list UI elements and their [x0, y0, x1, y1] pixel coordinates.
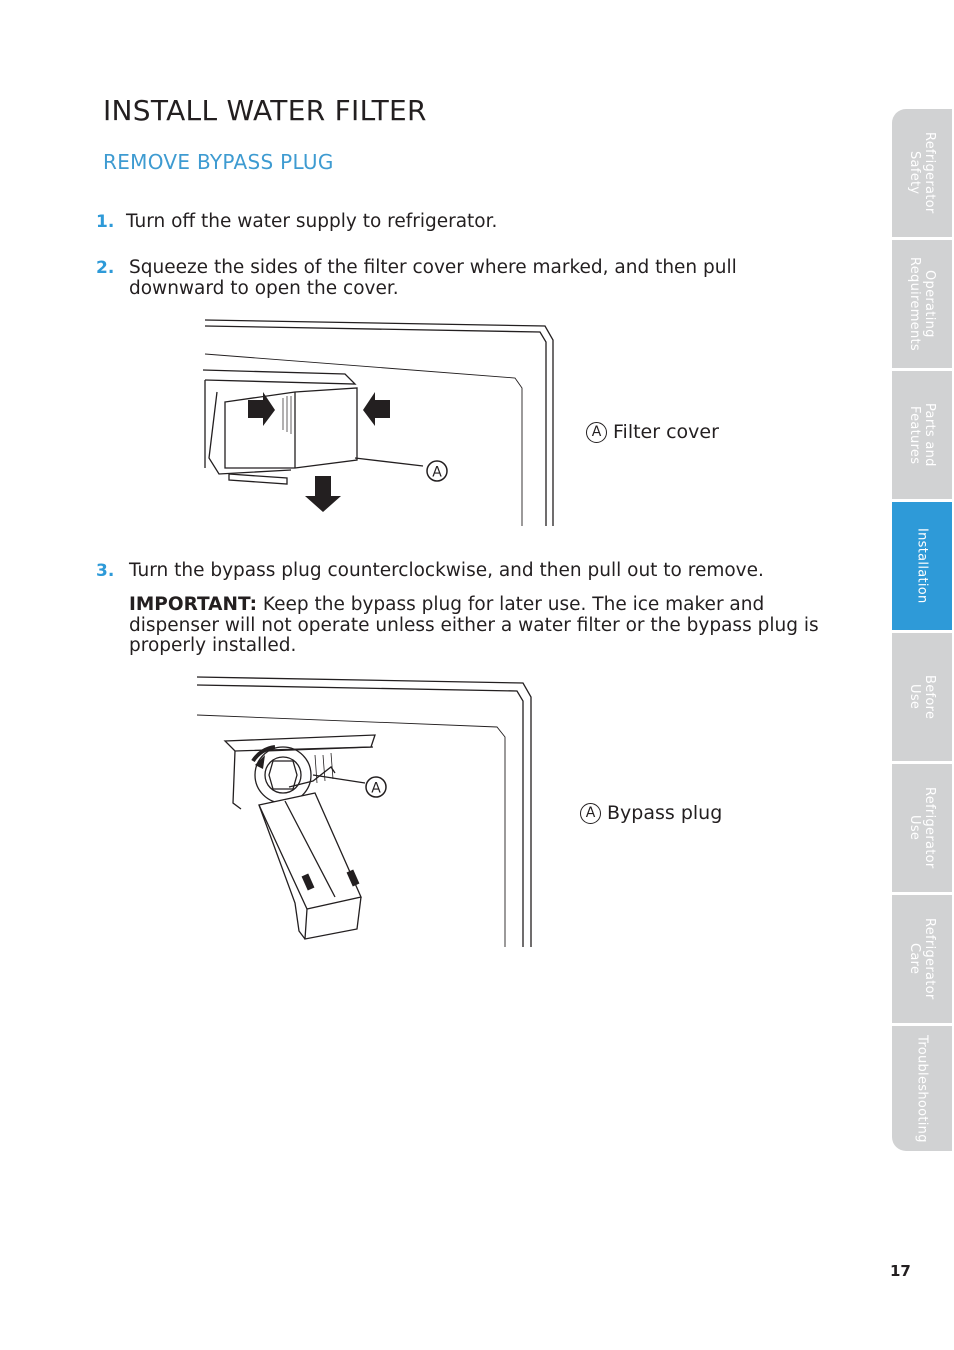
tab-refrigerator-safety[interactable]: [892, 109, 952, 237]
tab-operating-requirements[interactable]: [892, 240, 952, 368]
page-number: 17: [890, 1262, 911, 1280]
tab-troubleshooting[interactable]: [892, 1026, 952, 1151]
tab-label: Operating Requirements: [907, 257, 937, 351]
tab-label: Installation: [914, 528, 930, 604]
callout-marker: A: [580, 803, 601, 824]
step-text: Turn off the water supply to refrigerator.: [126, 211, 498, 232]
tab-label: Refrigerator Use: [907, 787, 937, 869]
page-title: INSTALL WATER FILTER: [103, 94, 427, 127]
callout-label: Filter cover: [613, 421, 719, 443]
step-1: [96, 212, 826, 233]
tab-label: Refrigerator Care: [907, 918, 937, 1000]
important-text: Keep the bypass plug for later use. The ice maker and dispenser will not operate unless either a water filter or the bypass plug is properly installed.: [129, 594, 819, 656]
tab-label: Before Use: [907, 674, 937, 720]
important-note: [129, 595, 829, 657]
tab-before-use[interactable]: [892, 633, 952, 761]
bypass-plug-callout: [580, 802, 722, 824]
tab-refrigerator-care[interactable]: [892, 895, 952, 1023]
tab-label: Refrigerator Safety: [907, 132, 937, 214]
step-number: 2.: [96, 258, 115, 278]
section-subtitle: REMOVE BYPASS PLUG: [103, 150, 334, 174]
tab-parts-and-features[interactable]: [892, 371, 952, 499]
figure-marker: A: [432, 464, 442, 481]
step-3: [96, 561, 826, 582]
filter-cover-callout: [586, 421, 719, 443]
section-tabs: [892, 109, 954, 1151]
tab-label: Troubleshooting: [914, 1034, 930, 1143]
figure-marker: A: [371, 780, 381, 797]
step-number: 3.: [96, 561, 115, 581]
bypass-plug-illustration: [195, 675, 540, 950]
filter-cover-illustration: [195, 318, 560, 528]
tab-refrigerator-use[interactable]: [892, 764, 952, 892]
tab-label: Parts and Features: [907, 403, 937, 467]
callout-label: Bypass plug: [607, 802, 723, 824]
important-label: IMPORTANT:: [129, 594, 257, 615]
step-number: 1.: [96, 212, 115, 232]
step-2: [96, 258, 826, 299]
tab-installation[interactable]: [892, 502, 952, 630]
callout-marker: A: [586, 422, 607, 443]
step-text: Turn the bypass plug counterclockwise, and then pull out to remove.: [129, 560, 764, 581]
step-text: Squeeze the sides of the filter cover where marked, and then pull downward to open the cover.: [129, 257, 737, 299]
